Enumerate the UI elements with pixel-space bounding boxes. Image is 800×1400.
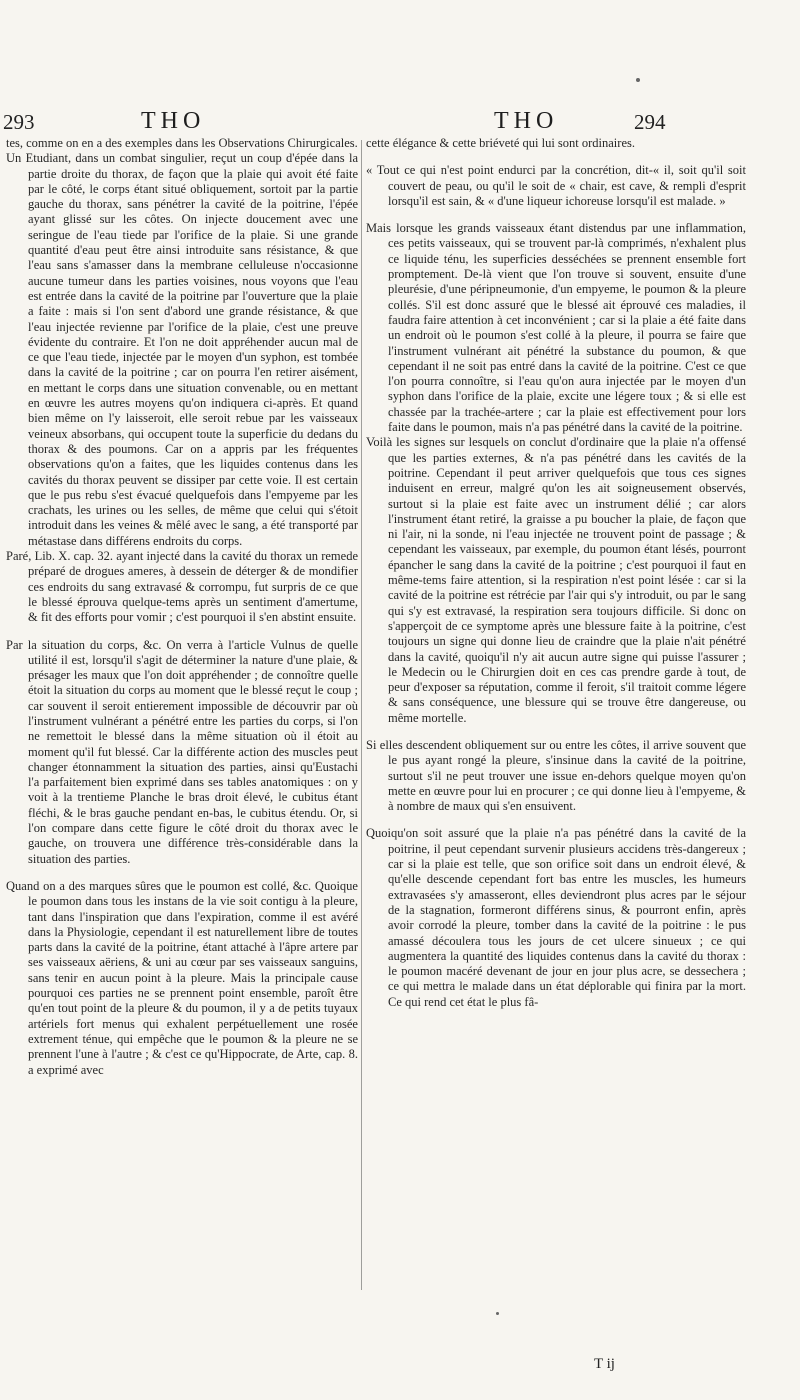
paragraph: tes, comme on en a des exemples dans les Observations Chirurgicales. [6, 136, 358, 150]
running-head-right: THO [494, 108, 559, 134]
paper-speck [636, 78, 640, 82]
left-column [6, 136, 358, 1078]
quotation: « Tout ce qui n'est point endurci par la concrétion, dit-« il, soit qu'il soit couvert de peau, ou qu'il le soit de « chair, est cave, & rempli d'esprit lorsqu'il est sain, & « d'une liqueur ichoreuse lorsqu'il est malade. » [366, 163, 746, 208]
paragraph: Voilà les signes sur lesquels on conclut d'ordinaire que la plaie n'a offensé que les parties externes, & n'a pas pénétré dans les cavités de la poitrine. Cependant il peut arriver quelquefois que tous ces signes induisent en erreur, malgré qu'on les ait soigneusement observés, surtout si la plaie est faite avec un instrument délié ; car alors l'instrument étant retiré, la graisse a pu boucher la plaie, de façon que ni l'air, ni la sonde, ni l'eau injectée ne trouvent point de passage ; & cependant les vaisseaux, par exemple, du poumon étant lésés, pourront épancher le sang dans la cavité de la poitrine ; c'est pourquoi il faut en même-tems faire attention, si la respiration n'est point lésée : car si la cavité de la poitrine est rétrécie par l'air qui s'y introduit, ou par le sang qui s'y est extravasé, la respiration sera toujours difficile. Si donc on s'apperçoit de ce symptome après une blessure faite à la poitrine, c'est toujours un signe qui donne lieu de craindre que la plaie n'ait pénétré dans la cavité, quoiqu'il n'y ait aucun autre signe qui puisse l'assurer ; le Medecin ou le Chirurgien doit en ces cas prendre garde à tout, de peur d'exposer sa réputation, comme il feroit, s'il traitoit comme légere & sans conséquence, une blessure qui se trouve être dangereuse, ou même mortelle. [366, 435, 746, 725]
paper-speck [496, 1312, 499, 1315]
paragraph: Si elles descendent obliquement sur ou entre les côtes, il arrive souvent que le pus ayant rongé la pleure, s'insinue dans la cavité de la poitrine, surtout s'il ne peut trouver une issue en-dehors quelque moyen qu'on mette en œuvre pour lui en procurer ; ce qui donne lieu à l'empyeme, & à nombre de maux qui s'en ensuivent. [366, 737, 746, 814]
page-number-left: 293 [3, 110, 35, 134]
column-rule [361, 140, 362, 1290]
paragraph: Un Etudiant, dans un combat singulier, reçut un coup d'épée dans la partie droite du thorax, de façon que la plaie qui avoit été faite par le côté, le corps étant situé obliquement, sortoit par la partie gauche du thorax, sans pénétrer la cavité de la poitrine, l'épée ayant glissé sur les côtes. On injecte doucement avec une seringue de l'eau tiede par l'orifice de la plaie. Si une grande quantité d'eau peut être ainsi introduite sans résistance, & que l'eau sans s'amasser dans la membrane celluleuse n'occasionne aucune tumeur dans les parties voisines, nous voyons que l'eau est entrée dans la cavité de la poitrine par l'ouverture que la plaie a faite : mais si l'on sent d'abord une grande résistance, & que l'eau injectée revienne par l'orifice de la plaie, c'est une preuve évidente du contraire. Et l'on ne doit appréhender aucun mal de ce que l'eau tiede, injectée par le moyen d'un syphon, est tombée dans la cavité de la poitrine ; car on pourra l'en retirer aisément, en mettant le corps dans une situation convenable, ou en mettant en œuvre les autres moyens qu'on indiquera ci-après. Et quand bien même on l'y laisseroit, elle seroit rebue par les vaisseaux veineux absorbans, qui occupent toute la superficie du dedans du thorax & des poumons. Car on a appris par les fréquentes observations qu'on a faites, que les liquides contenus dans les cavités du thorax peuvent se dissiper par cette voie. Il est certain que le pus rebu s'est évacué quelquefois dans l'empyeme par les crachats, les urines ou les selles, de même que celui qui s'étoit introduit dans les veines & mêlé avec le sang, a été transporté par métastase dans différens endroits du corps. [6, 151, 358, 548]
paragraph: cette élégance & cette briéveté qui lui sont ordinaires. [366, 136, 635, 150]
paragraph: Quoiqu'on soit assuré que la plaie n'a pas pénétré dans la cavité de la poitrine, il peut cependant survenir plusieurs accidens très-dangereux ; car si la plaie est telle, que son orifice soit dans un endroit élevé, & qu'elle descende cependant fort bas entre les muscles, les humeurs extravasées s'y amasseront, elles deviendront plus acres par le séjour de la stagnation, formeront différens sinus, & pourront enfin, après avoir corrodé la pleure, tomber dans la cavité de la poitrine : le pus amassé découlera tous les jours de cet ulcere sinueux ; ce qui augmentera la quantité des liquides contenus dans la cavité du thorax : le poumon macéré devenant de jour en jour plus acre, se dessechera ; ce qui mettra le malade dans un état déplorable qui finira par la mort. Ce qui rend cet état le plus fâ- [366, 826, 746, 1009]
page-number-right: 294 [634, 110, 666, 134]
right-column [366, 136, 746, 1010]
running-head-left: THO [141, 108, 206, 134]
paragraph: Mais lorsque les grands vaisseaux étant distendus par une inflammation, ces petits vaisseaux, qui se trouvent par-là comprimés, n'exhalent plus ce liquide ténu, les superficies desséchées se prennent ensemble fort promptement. De-là vient que l'on trouve si souvent, ensuite d'une pleurésie, d'une péripneumonie, d'un empyeme, le poumon & la pleure collés. S'il est donc assuré que le blessé ait éprouvé ces maladies, il faudra faire attention à cet inconvénient ; car si la plaie a été faite dans un endroit où le poumon s'est collé à la pleure, il pourra se faire que l'instrument vulnérant ait pénétré la substance du poumon, & que cependant il ne soit pas entré dans la cavité de la poitrine. C'est ce que l'on pourra connoître, si l'eau qu'on aura injectée par le moyen d'un syphon dans l'orifice de la plaie, excite une légere toux ; & si elle est chassée par la trachée-artere ; car la plaie est effectivement pour lors faite dans le poumon, mais n'a pas pénétré dans la cavité de la poitrine. [366, 221, 746, 435]
paragraph: Paré, Lib. X. cap. 32. ayant injecté dans la cavité du thorax un remede préparé de drogues ameres, à dessein de déterger & de mondifier ces endroits du sang extravasé & corrompu, fut surpris de ce que le blessé éprouva quelque-tems après un sentiment d'amertume, & fit des efforts pour vomir ; c'est pourquoi il s'en abstint ensuite. [6, 549, 358, 625]
paragraph: Quand on a des marques sûres que le poumon est collé, &c. Quoique le poumon dans tous les instans de la vie soit contigu à la pleure, tant dans l'inspiration que dans l'expiration, comme il est avéré dans la Physiologie, cependant il est naturellement libre de toutes parts dans la cavité de la poitrine, étant attaché à l'âpre artere par ses vaisseaux aëriens, & uni au cœur par ses vaisseaux sanguins, sans tenir en aucun point à la pleure. Mais la principale cause pourquoi ces parties ne se prennent point ensemble, paroît être qu'en tout point de la pleure & du poumon, il y a de petits tuyaux artériels fort menus qui exhalent perpétuellement une rosée extrement ténue, qui empêche que le poumon & la pleure ne se prennent l'une à l'autre ; & c'est ce qu'Hippocrate, de Arte, cap. 8. a exprimé avec [6, 878, 358, 1077]
paragraph: Par la situation du corps, &c. On verra à l'article Vulnus de quelle utilité il est, lorsqu'il s'agit de déterminer la nature d'une plaie, & présager les maux que l'on doit appréhender ; de connoître quelle étoit la situation du corps au moment que le blessé reçut le coup ; car souvent il seroit entierement impossible de découvrir par où l'instrument vulnérant a pénétré entre les parties du corps, si l'on ne remettoit le blessé dans la même situation où il étoit au moment qu'il fut blessé. Car la différente action des muscles peut changer étonnamment la situation des parties, ainsi qu'Eustachi l'a parfaitement bien exprimé dans ses tables anatomiques : on y voit à la trentieme Planche le bras droit élevé, le cubitus étant fléchi, & le bras gauche pendant en-bas, le cubitus étendu. Or, si l'on compare dans cette figure le côté droit du thorax avec le gauche, on trouvera une différence très-considérable dans la situation des parties. [6, 637, 358, 866]
signature-mark: T ij [594, 1356, 615, 1372]
